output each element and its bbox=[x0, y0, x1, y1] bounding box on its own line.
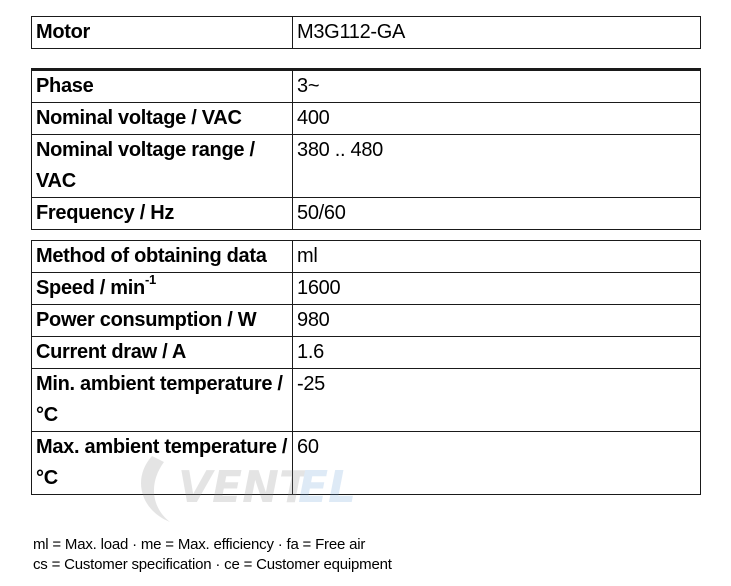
max-temp-value: 60 bbox=[293, 432, 701, 495]
nominal-voltage-value: 400 bbox=[293, 103, 701, 135]
speed-value: 1600 bbox=[293, 273, 701, 305]
table-row bbox=[32, 17, 701, 49]
legend-line-2: cs = Customer specification · ce = Customer equipment bbox=[33, 556, 392, 573]
motor-value: M3G112-GA bbox=[293, 17, 701, 49]
watermark-text-part2: EL bbox=[298, 462, 357, 513]
table-row bbox=[32, 369, 701, 432]
method-label: Method of obtaining data bbox=[32, 241, 293, 273]
table-row bbox=[32, 305, 701, 337]
electrical-table bbox=[31, 68, 701, 230]
table-row bbox=[32, 135, 701, 198]
power-value: 980 bbox=[293, 305, 701, 337]
table-row bbox=[32, 241, 701, 273]
table-row bbox=[32, 198, 701, 230]
table-row bbox=[32, 273, 701, 305]
phase-label: Phase bbox=[32, 70, 293, 103]
speed-label-text: Speed / min bbox=[36, 277, 145, 299]
motor-table bbox=[31, 16, 701, 49]
motor-label: Motor bbox=[32, 17, 293, 49]
frequency-label: Frequency / Hz bbox=[32, 198, 293, 230]
table-row bbox=[32, 337, 701, 369]
min-temp-value: -25 bbox=[293, 369, 701, 432]
max-temp-label: Max. ambient temperature / °C bbox=[32, 432, 293, 495]
phase-value: 3~ bbox=[293, 70, 701, 103]
power-label: Power consumption / W bbox=[32, 305, 293, 337]
speed-label bbox=[32, 273, 293, 305]
speed-label-exponent: -1 bbox=[144, 272, 156, 288]
nominal-voltage-label: Nominal voltage / VAC bbox=[32, 103, 293, 135]
table-row bbox=[32, 103, 701, 135]
method-value: ml bbox=[293, 241, 701, 273]
operating-data-table bbox=[31, 240, 701, 495]
frequency-value: 50/60 bbox=[293, 198, 701, 230]
min-temp-label: Min. ambient temperature / °C bbox=[32, 369, 293, 432]
watermark-text-part1: VENT bbox=[178, 462, 309, 513]
table-row bbox=[32, 70, 701, 103]
legend-line-1: ml = Max. load · me = Max. efficiency · fa = Free air bbox=[33, 536, 366, 553]
current-label: Current draw / A bbox=[32, 337, 293, 369]
voltage-range-value: 380 .. 480 bbox=[293, 135, 701, 198]
current-value: 1.6 bbox=[293, 337, 701, 369]
voltage-range-label: Nominal voltage range / VAC bbox=[32, 135, 293, 198]
table-row bbox=[32, 432, 701, 495]
